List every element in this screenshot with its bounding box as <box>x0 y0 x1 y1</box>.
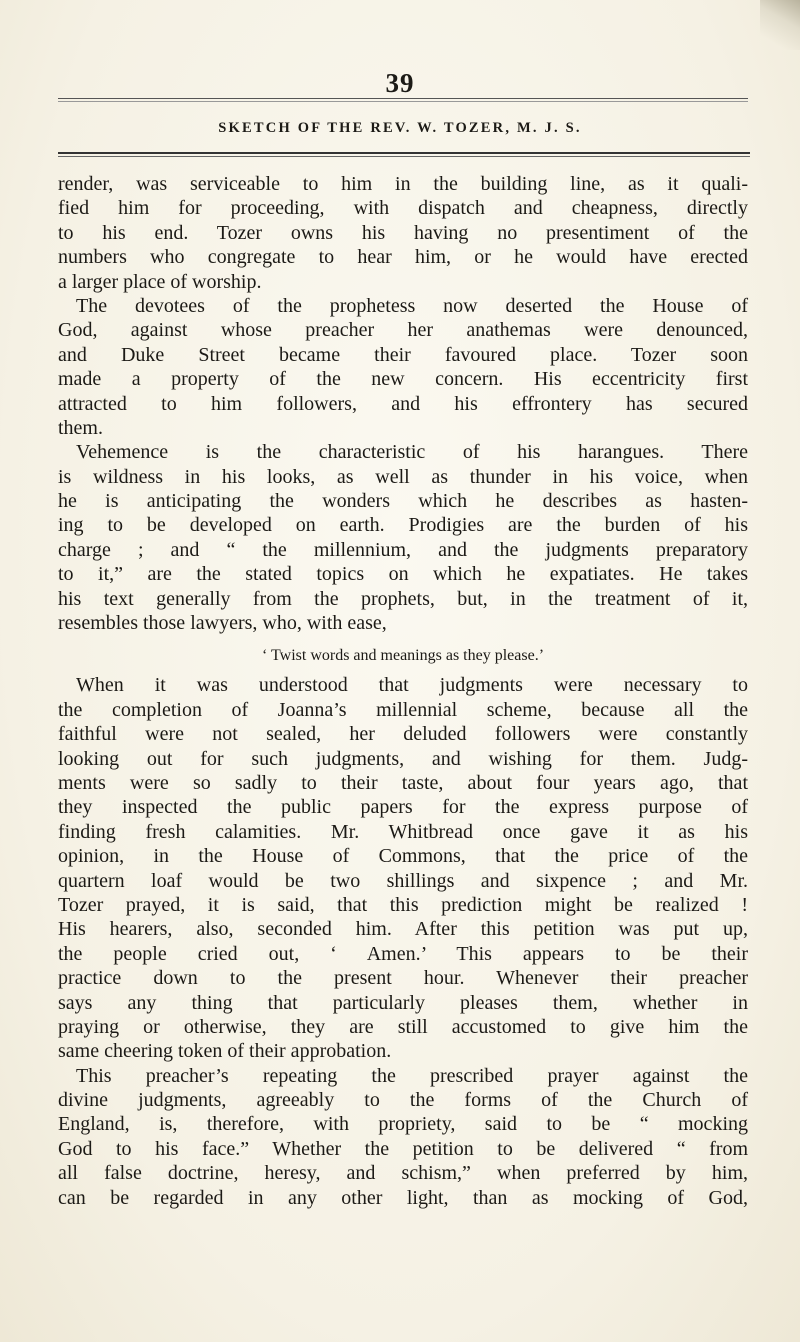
page-number: 39 <box>385 68 415 98</box>
text-line: says any thing that particularly pleases them, whether in <box>58 991 748 1014</box>
text-line: God to his face.” Whether the petition to be delivered “ from <box>58 1137 748 1160</box>
text-line: made a property of the new concern. His eccentricity first <box>58 368 748 391</box>
header-rule-top-thin <box>58 101 748 102</box>
paragraph-3 <box>58 440 748 635</box>
verse-quotation: ‘ Twist words and meanings as they please.’ <box>261 647 545 665</box>
text-line: faithful were not sealed, her deluded followers were constantly <box>58 723 748 746</box>
text-line: numbers who congregate to hear him, or he would have erected <box>58 246 748 269</box>
text-line: This preacher’s repeating the prescribed prayer against the <box>76 1064 748 1087</box>
paragraph-4 <box>58 673 748 1063</box>
text-line: When it was understood that judgments were necessary to <box>76 674 748 697</box>
text-line: Vehemence is the characteristic of his harangues. There <box>76 441 748 464</box>
text-line: all false doctrine, heresy, and schism,” when preferred by him, <box>58 1162 748 1185</box>
text-line: practice down to the present hour. Whenever their preacher <box>58 967 748 990</box>
text-line: attracted to him followers, and his effrontery has secured <box>58 392 748 415</box>
header-rule-top <box>58 98 748 99</box>
body-text <box>58 172 748 1210</box>
text-line: ing to be developed on earth. Prodigies are the burden of his <box>58 514 748 537</box>
text-line: can be regarded in any other light, than as mocking of God, <box>58 1186 748 1209</box>
text-line: a larger place of worship. <box>58 270 262 293</box>
text-line: is wildness in his looks, as well as thunder in his voice, when <box>58 465 748 488</box>
text-line: His hearers, also, seconded him. After this petition was put up, <box>58 918 748 941</box>
running-head: SKETCH OF THE REV. W. TOZER, M. J. S. <box>218 120 582 136</box>
text-line: Tozer prayed, it is said, that this prediction might be realized ! <box>58 893 748 916</box>
text-line: resembles those lawyers, who, with ease, <box>58 612 387 635</box>
paragraph-1 <box>58 172 748 294</box>
text-line: his text generally from the prophets, but, in the treatment of it, <box>58 587 748 610</box>
text-line: fied him for proceeding, with dispatch and cheapness, directly <box>58 197 748 220</box>
paragraph-2 <box>58 294 748 440</box>
text-line: the completion of Joanna’s millennial scheme, because all the <box>58 698 748 721</box>
text-line: England, is, therefore, with propriety, said to be “ mocking <box>58 1113 748 1136</box>
text-line: praying or otherwise, they are still accustomed to give him the <box>58 1015 748 1038</box>
text-line: the people cried out, ‘ Amen.’ This appears to be their <box>58 942 748 965</box>
text-line: opinion, in the House of Commons, that the price of the <box>58 845 748 868</box>
paragraph-5 <box>58 1064 748 1210</box>
text-line: charge ; and “ the millennium, and the judgments preparatory <box>58 538 748 561</box>
text-line: divine judgments, agreeably to the forms of the Church of <box>58 1089 748 1112</box>
text-line: and Duke Street became their favoured place. Tozer soon <box>58 343 748 366</box>
header-rule-bottom-thin <box>58 156 750 157</box>
text-line: finding fresh calamities. Mr. Whitbread once gave it as his <box>58 820 748 843</box>
text-line: ments were so sadly to their taste, about four years ago, that <box>58 771 748 794</box>
text-line: he is anticipating the wonders which he describes as hasten- <box>58 490 748 513</box>
page-corner-stain <box>760 0 800 50</box>
text-line: to his end. Tozer owns his having no presentiment of the <box>58 221 748 244</box>
header-rule-bottom <box>58 152 750 154</box>
text-line: to it,” are the stated topics on which he expatiates. He takes <box>58 563 748 586</box>
text-line: The devotees of the prophetess now deserted the House of <box>76 294 748 317</box>
text-line: render, was serviceable to him in the building line, as it quali- <box>58 173 748 195</box>
text-line: quartern loaf would be two shillings and sixpence ; and Mr. <box>58 869 748 892</box>
text-line: they inspected the public papers for the express purpose of <box>58 796 748 819</box>
text-line: same cheering token of their approbation. <box>58 1040 392 1063</box>
text-line: them. <box>58 416 103 439</box>
text-line: God, against whose preacher her anathemas were denounced, <box>58 319 748 342</box>
text-line: looking out for such judgments, and wishing for them. Judg- <box>58 747 748 770</box>
